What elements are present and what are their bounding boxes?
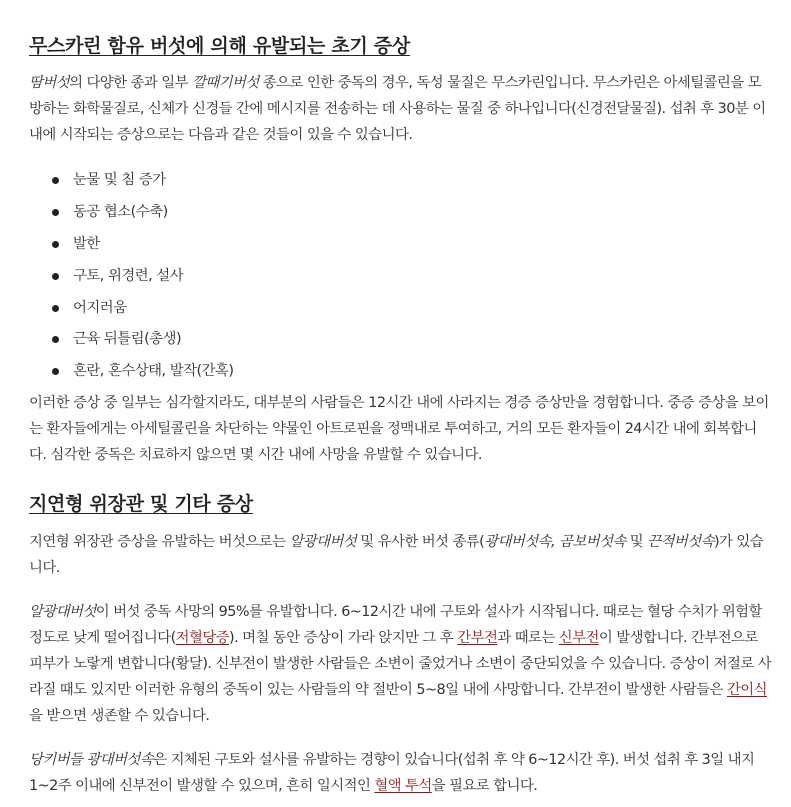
link-liver-failure[interactable]: 간부전 — [457, 630, 498, 646]
list-item: 구토, 위경련, 설사 — [73, 265, 673, 287]
bullet-icon — [52, 241, 59, 248]
link-hypoglycemia[interactable]: 저혈당증 — [175, 630, 230, 646]
death-cap-paragraph: 알광대버섯이 버섯 중독 사망의 95%를 유발합니다. 6~12시간 내에 구토와 설사가 시작됩니다. 때로는 혈당 수치가 위험할 정도로 낮게 떨어집니다(저혈당증). 며칠 동안 증상이 가라 앉지만 그 후 간부전과 때로는 신부전이 발생합니다. 간부전으로 피부가 노랗게 변합니다(황달). 신부전이 발생한 사람들은 소변이 줄었거나 소변이 중단되었을 수 있습니다. 증상이 저절로 사라질 때도 있지만 이러한 유형의 중독이 있는 사람들의 약 절반이 5~8일 내에 사망합니다. 간부전이 발생한 사람들은 간이식을 받으면 생존할 수 있습니다. — [29, 604, 772, 724]
link-hemodialysis[interactable]: 혈액 투석 — [374, 778, 432, 794]
species-term: 광대버섯속, 곰보버섯속 — [484, 534, 626, 550]
species-term: 깔때기버섯 — [191, 75, 259, 91]
bullet-icon — [52, 336, 59, 343]
section-heading-delayed-symptoms: 지연형 위장관 및 기타 증상 — [29, 493, 253, 515]
list-item: 어지러움 — [73, 297, 673, 319]
list-item: 혼란, 혼수상태, 발작(간혹) — [73, 360, 673, 382]
link-kidney-failure[interactable]: 신부전 — [558, 630, 599, 646]
bullet-icon — [52, 273, 59, 280]
bullet-icon — [52, 305, 59, 312]
list-item: 근육 뒤틀림(총생) — [73, 328, 673, 350]
species-term: 알광대버섯 — [289, 534, 357, 550]
species-term: 끈적버섯속 — [647, 534, 714, 550]
bullet-icon — [52, 368, 59, 375]
link-liver-transplant[interactable]: 간이식 — [726, 682, 768, 698]
species-term: 땀버섯 — [29, 75, 70, 91]
bullet-icon — [52, 177, 59, 184]
amanita-paragraph: 당키버들 광대버섯속은 지체된 구토와 설사를 유발하는 경향이 있습니다(섭취 후 약 6~12시간 후). 버섯 섭취 후 3일 내지 1~2주 이내에 신부전이 발생할 수 있으며, 흔히 일시적인 혈액 투석을 필요로 합니다. — [29, 752, 755, 794]
species-term: 당키버들 광대버섯속 — [29, 752, 154, 768]
delayed-intro-paragraph: 지연형 위장관 증상을 유발하는 버섯으로는 알광대버섯 및 유사한 버섯 종류(광대버섯속, 곰보버섯속 및 끈적버섯속)가 있습니다. — [29, 534, 764, 576]
list-item: 눈물 및 침 증가 — [73, 169, 673, 191]
section-heading-early-symptoms: 무스카린 함유 버섯에 의해 유발되는 초기 증상 — [29, 35, 410, 57]
list-item: 동공 협소(수축) — [73, 201, 673, 223]
outro-paragraph: 이러한 증상 중 일부는 심각할지라도, 대부분의 사람들은 12시간 내에 사라지는 경증 증상만을 경험합니다. 중증 증상을 보이는 환자들에게는 아세틸콜린을 차단하는 약물인 아트로핀을 정맥내로 투여하고, 거의 모든 환자들이 24시간 내에 회복합니다. 심각한 중독은 치료하지 않으면 몇 시간 내에 사망을 유발할 수 있습니다. — [29, 395, 769, 463]
intro-paragraph: 땀버섯의 다양한 종과 일부 깔때기버섯 종으로 인한 중독의 경우, 독성 물질은 무스카린입니다. 무스카린은 아세틸콜린을 모방하는 화학물질로, 신체가 신경들 간에 메시지를 전송하는 데 사용하는 물질 중 하나입니다(신경전달물질). 섭취 후 30분 이내에 시작되는 증상으로는 다음과 같은 것들이 있을 수 있습니다. — [29, 75, 766, 143]
species-term: 알광대버섯 — [29, 604, 96, 620]
list-item: 발한 — [73, 233, 673, 255]
bullet-icon — [52, 209, 59, 216]
